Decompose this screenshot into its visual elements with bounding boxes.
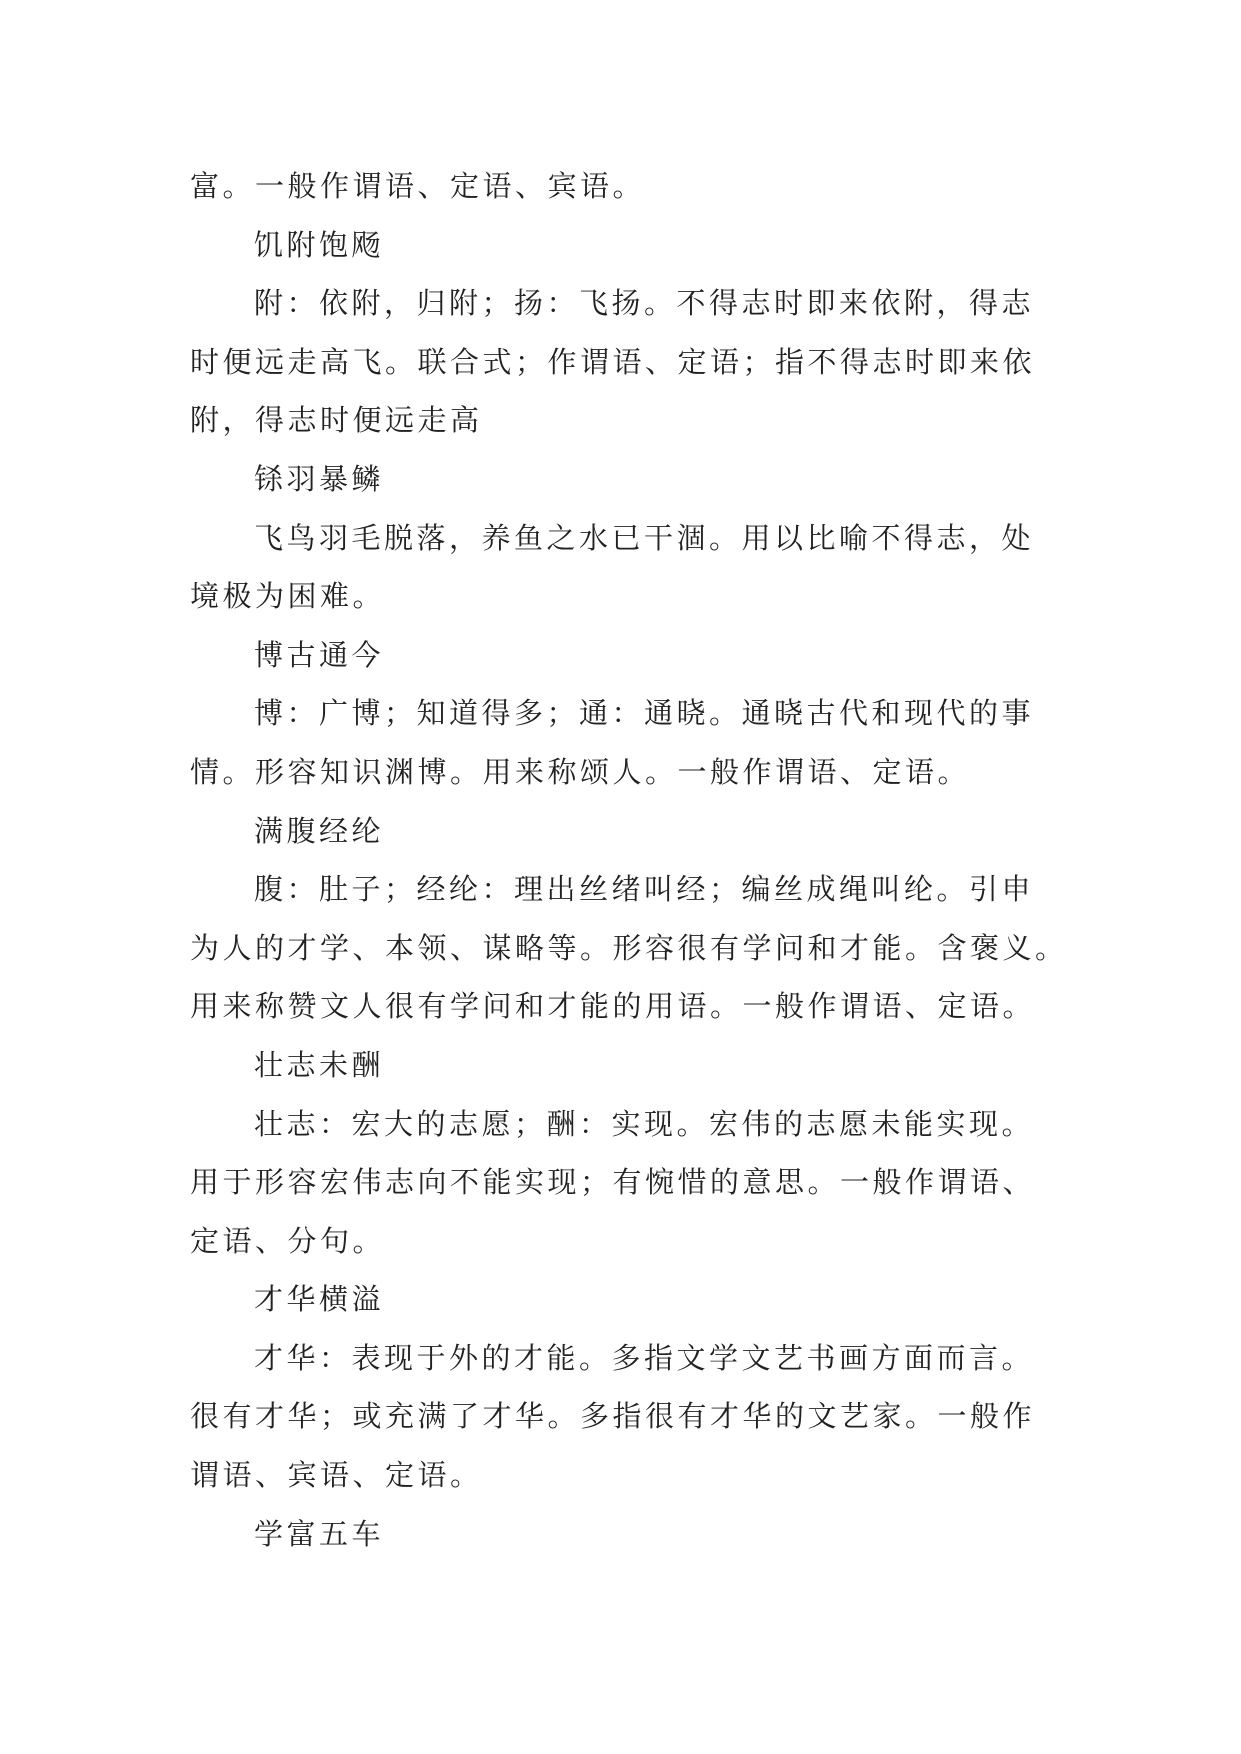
paragraph-line-indented: 学富五车 <box>254 1516 385 1551</box>
paragraph-line-indented: 饥附饱飏 <box>254 227 385 262</box>
paragraph-line: 境极为困难。 <box>190 579 386 614</box>
paragraph-line: 用来称赞文人很有学问和才能的用语。一般作谓语、定语。 <box>190 989 1036 1024</box>
paragraph-line: 时便远走高飞。联合式；作谓语、定语；指不得志时即来依 <box>190 344 1036 379</box>
paragraph-line-indented: 才华横溢 <box>254 1282 385 1317</box>
document-page <box>190 157 1070 1563</box>
paragraph-line: 情。形容知识渊博。用来称颂人。一般作谓语、定语。 <box>190 754 971 789</box>
paragraph-line: 富。一般作谓语、定语、宾语。 <box>190 169 646 203</box>
paragraph-line: 用于形容宏伟志向不能实现；有惋惜的意思。一般作谓语、 <box>190 1165 1036 1200</box>
paragraph-line: 附，得志时便远走高 <box>190 403 483 438</box>
paragraph-line-indented: 附：依附，归附；扬：飞扬。不得志时即来依附，得志 <box>254 286 1035 321</box>
paragraph-line-indented: 满腹经纶 <box>254 813 385 848</box>
paragraph-line-indented: 腹：肚子；经纶：理出丝绪叫经；编丝成绳叫纶。引申 <box>254 872 1035 907</box>
paragraph-line-indented: 壮志：宏大的志愿；酬：实现。宏伟的志愿未能实现。 <box>254 1106 1035 1141</box>
paragraph-line-indented: 飞鸟羽毛脱落，养鱼之水已干涸。用以比喻不得志，处 <box>254 520 1035 555</box>
paragraph-line-indented: 铩羽暴鳞 <box>254 461 385 496</box>
paragraph-line-indented: 博古通今 <box>254 637 385 672</box>
paragraph-line: 谓语、宾语、定语。 <box>190 1458 483 1493</box>
paragraph-line-indented: 壮志未酬 <box>254 1047 385 1082</box>
paragraph-line: 很有才华；或充满了才华。多指很有才华的文艺家。一般作 <box>190 1399 1036 1434</box>
paragraph-line: 定语、分句。 <box>190 1223 386 1258</box>
paragraph-line-indented: 博：广博；知道得多；通：通晓。通晓古代和现代的事 <box>254 696 1035 731</box>
paragraph-line: 为人的才学、本领、谋略等。形容很有学问和才能。含褒义。 <box>190 930 1068 965</box>
paragraph-line-indented: 才华：表现于外的才能。多指文学文艺书画方面而言。 <box>254 1340 1035 1375</box>
